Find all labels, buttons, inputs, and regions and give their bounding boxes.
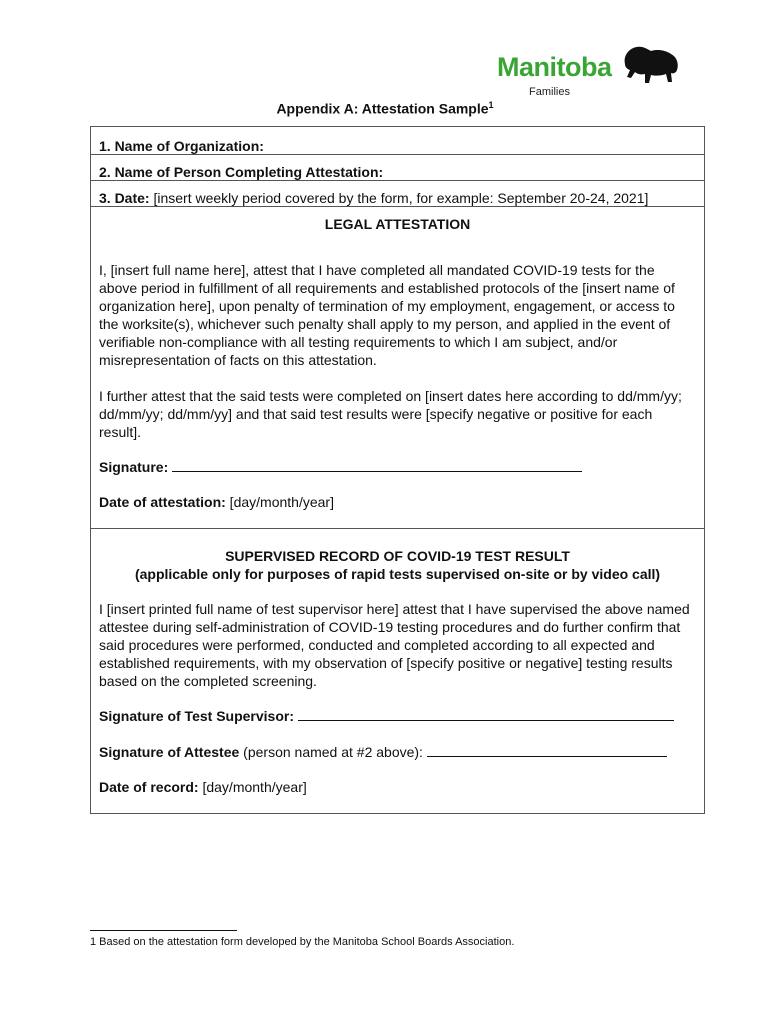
divider bbox=[91, 206, 704, 207]
date-field: 3. Date: [insert weekly period covered by the form, for example: September 20-24, 2021] bbox=[99, 190, 649, 206]
legal-heading: LEGAL ATTESTATION bbox=[324, 216, 471, 232]
supervised-subheading: (applicable only for purposes of rapid tests supervised on-site or by video call) bbox=[134, 566, 661, 582]
supervisor-signature-line[interactable] bbox=[298, 707, 674, 721]
footnote-ref: 1 bbox=[488, 100, 494, 110]
divider bbox=[91, 528, 704, 529]
supervisor-signature-field: Signature of Test Supervisor: bbox=[99, 707, 696, 725]
attestee-signature-field: Signature of Attestee (person named at #2 above): bbox=[99, 743, 696, 761]
logo-wordmark: Manitoba bbox=[497, 52, 612, 82]
signature-line[interactable] bbox=[172, 458, 582, 472]
signature-field: Signature: bbox=[99, 458, 696, 476]
attestation-date-field: Date of attestation: [day/month/year] bbox=[99, 494, 334, 510]
footnote: 1 Based on the attestation form developed by the Manitoba School Boards Association. bbox=[90, 936, 515, 948]
bison-icon bbox=[621, 42, 681, 86]
org-name-label: 1. Name of Organization: bbox=[99, 138, 264, 154]
logo-subtitle: Families bbox=[529, 86, 570, 98]
attestee-signature-line[interactable] bbox=[427, 743, 667, 757]
attestation-form bbox=[90, 126, 705, 814]
legal-paragraph-1: I, [insert full name here], attest that I have completed all mandated COVID-19 tests for the above period in fulfillment of all requirements and established protocols of the [insert name of organization here], upon penalty of termination of my employment, engagement, or access to the worksite(s), whichever such penalty shall apply to my person, and applied in the event of verifiable non-compliance with all testing requirements to which I am subject, and/or misrepresentation of facts on this attestation. bbox=[99, 262, 675, 368]
legal-paragraph-2: I further attest that the said tests were completed on [insert dates here according to dd/mm/yy; dd/mm/yy; dd/mm/yy] and that said test results were [specify negative or positive for each result]. bbox=[99, 388, 682, 440]
footnote-rule bbox=[90, 930, 237, 931]
page-title: Appendix A: Attestation Sample$^1$ bbox=[276, 100, 494, 117]
supervised-paragraph: I [insert printed full name of test supervisor here] attest that I have supervised the above named attestee during self-administration of COVID-19 testing procedures and do further confirm that said procedures were performed, conducted and completed according to all expected and established requirements, with my observation of [specify positive or negative] testing results based on the completed screening. bbox=[99, 601, 690, 689]
divider bbox=[91, 180, 704, 181]
record-date-field: Date of record: [day/month/year] bbox=[99, 779, 307, 795]
supervised-heading: SUPERVISED RECORD OF COVID-19 TEST RESULT bbox=[225, 548, 570, 564]
person-name-label: 2. Name of Person Completing Attestation: bbox=[99, 164, 384, 180]
divider bbox=[91, 154, 704, 155]
manitoba-logo bbox=[497, 42, 682, 100]
